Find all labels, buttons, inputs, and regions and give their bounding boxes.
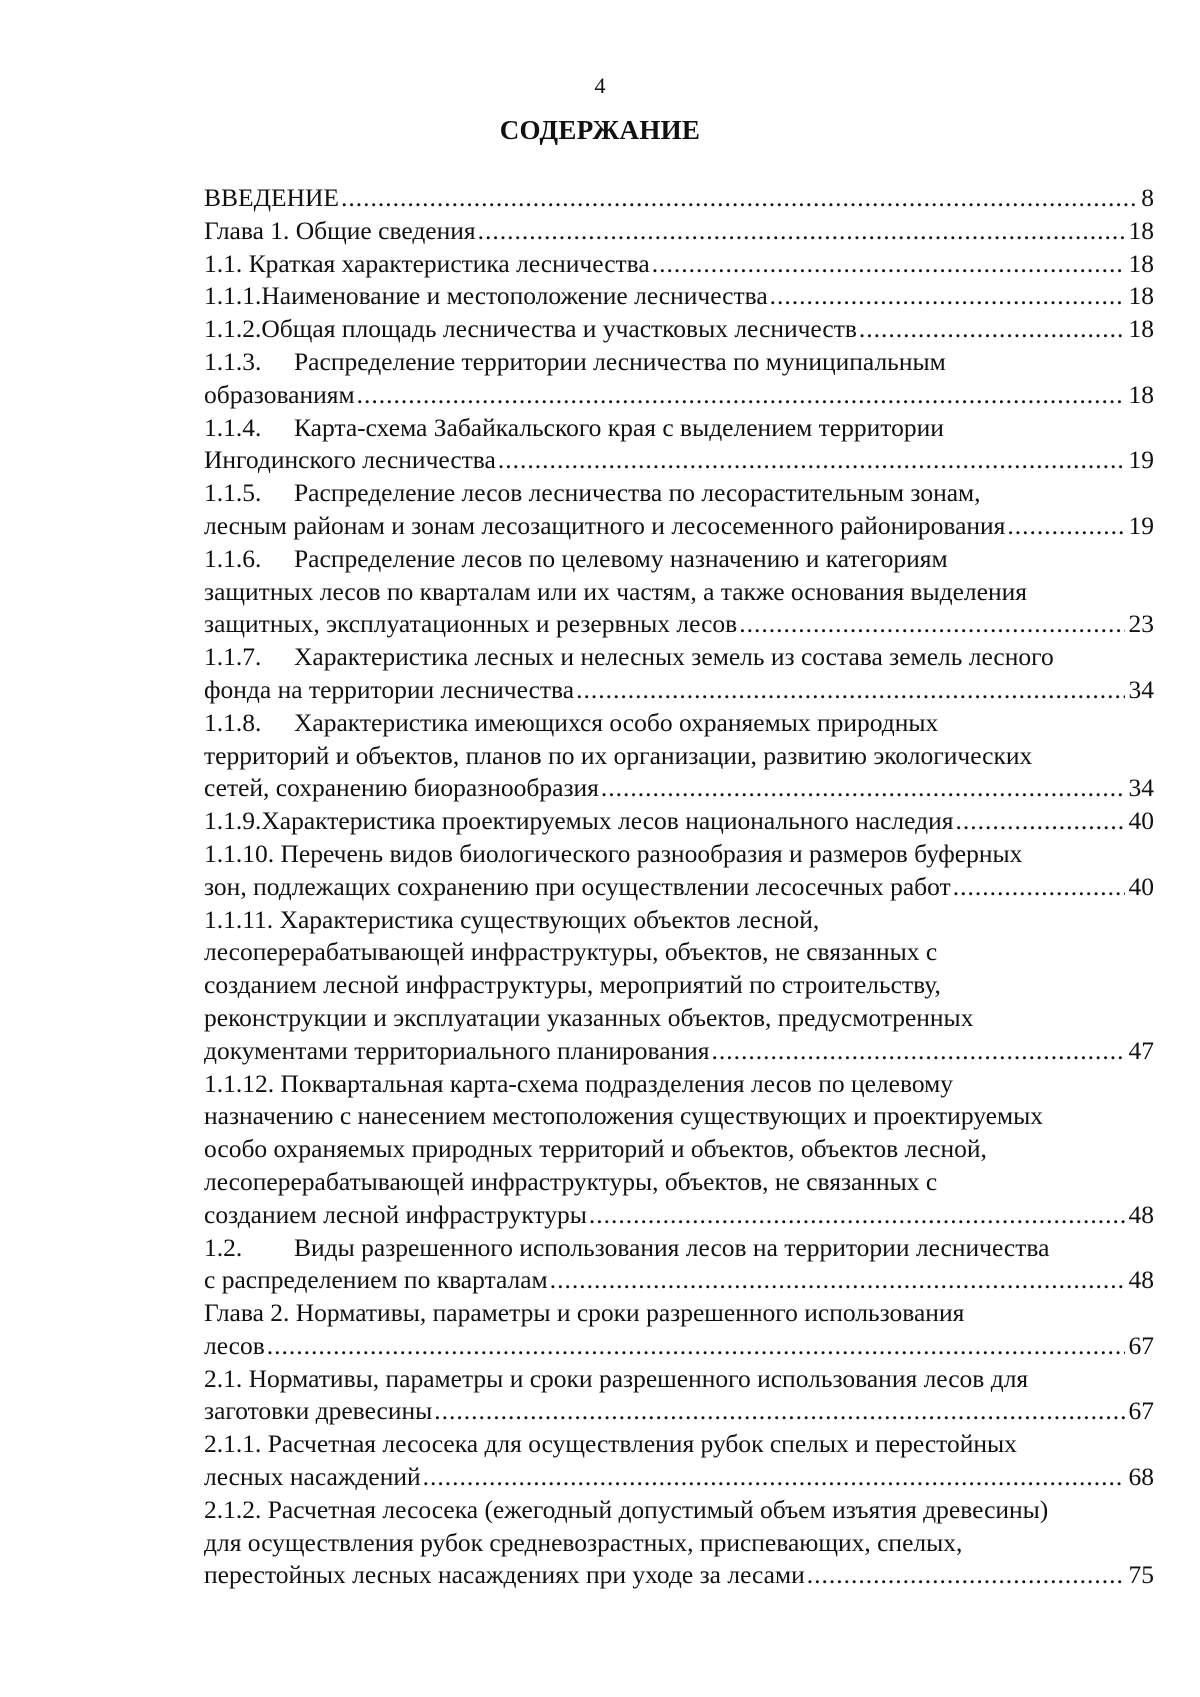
toc-entry-title: Карта-схема Забайкальского края с выделением территории (294, 412, 944, 442)
toc-dot-leader (601, 772, 1125, 805)
toc-entry-number: 1.1.6. (204, 543, 262, 573)
toc-entry[interactable] (204, 707, 1154, 805)
toc-dot-leader (807, 1559, 1125, 1592)
toc-entry-number: 1.1.1. (204, 281, 262, 311)
toc-entry-page: 18 (1128, 314, 1154, 344)
toc-entry-page: 48 (1128, 1265, 1154, 1295)
toc-entry-line (204, 1395, 1154, 1428)
toc-entry[interactable] (204, 904, 1154, 1068)
toc-entry[interactable] (204, 1494, 1154, 1592)
toc-dot-leader (652, 248, 1125, 281)
toc-entry-line (204, 1068, 1154, 1101)
toc-entry-line (204, 969, 1154, 1002)
toc-entry[interactable] (204, 280, 1154, 313)
toc-entry-title: заготовки древесины (204, 1396, 433, 1426)
toc-entry-line (204, 1428, 1154, 1461)
toc-entry-number: 1.1.8. (204, 707, 262, 737)
toc-entry-title: лесным районам и зонам лесозащитного и лесосеменного районирования (204, 510, 1006, 540)
toc-entry-line (204, 1559, 1154, 1592)
toc-entry-line (204, 346, 1154, 379)
toc-entry-number: 1.1. (204, 248, 243, 278)
toc-dot-leader (498, 444, 1125, 477)
toc-entry-line (204, 1166, 1154, 1199)
toc-entry-number: 1.1.12. (204, 1068, 275, 1098)
toc-entry-number: 1.1.10. (204, 838, 275, 868)
toc-entry-page: 40 (1128, 871, 1154, 901)
toc-dot-leader (341, 182, 1137, 215)
table-of-contents (204, 182, 1154, 1592)
toc-entry-line (204, 1330, 1154, 1363)
toc-entry-line (204, 1100, 1154, 1133)
toc-entry-title: Общие сведения (295, 215, 476, 245)
toc-dot-leader (434, 1395, 1124, 1428)
toc-entry-title: Нормативы, параметры и сроки разрешенного использования лесов для (248, 1363, 1029, 1393)
toc-entry-title: защитных лесов по кварталам или их частям, а также основания выделения (204, 576, 1027, 606)
toc-entry-title: перестойных лесных насаждениях при уходе за лесами (204, 1560, 805, 1590)
toc-entry-title: лесов (204, 1330, 265, 1360)
toc-dot-leader (478, 215, 1125, 248)
toc-entry-page: 34 (1128, 674, 1154, 704)
toc-entry-line (204, 641, 1154, 674)
toc-entry[interactable] (204, 248, 1154, 281)
toc-entry-title: Перечень видов биологического разнообразия и размеров буферных (280, 838, 1023, 868)
toc-entry[interactable] (204, 543, 1154, 641)
toc-entry-line (204, 1297, 1154, 1330)
toc-entry-line (204, 412, 1154, 445)
toc-entry-page: 75 (1128, 1560, 1154, 1590)
toc-entry-page: 34 (1128, 773, 1154, 803)
toc-entry-number: 1.1.2. (204, 314, 262, 344)
toc-entry-title: ВВЕДЕНИЕ (204, 183, 339, 212)
toc-entry[interactable] (204, 641, 1154, 707)
toc-entry-title: Характеристика существующих объектов лесной, (279, 904, 820, 934)
toc-entry-page: 47 (1128, 1035, 1154, 1065)
toc-entry[interactable] (204, 346, 1154, 412)
toc-dot-leader (955, 805, 1124, 838)
toc-entry[interactable] (204, 477, 1154, 543)
toc-entry-number: 2.1.1. (204, 1429, 262, 1459)
toc-dot-leader (712, 1035, 1125, 1068)
toc-entry-title: фонда на территории лесничества (204, 674, 575, 704)
toc-dot-leader (1007, 510, 1124, 543)
toc-entry-title: лесоперерабатывающей инфраструктуры, объектов, не связанных с (204, 1166, 938, 1196)
toc-entry-line (204, 1264, 1154, 1297)
toc-entry-page: 18 (1128, 281, 1154, 311)
toc-entry[interactable] (204, 412, 1154, 478)
toc-entry-page: 19 (1128, 510, 1154, 540)
toc-entry-line (204, 576, 1154, 609)
toc-entry-title: Нормативы, параметры и сроки разрешенного использования (295, 1298, 965, 1328)
toc-entry-line (204, 1527, 1154, 1560)
toc-entry-page: 18 (1128, 248, 1154, 278)
toc-entry[interactable] (204, 1297, 1154, 1363)
toc-entry-title: сетей, сохранению биоразнообразия (204, 773, 599, 803)
toc-dot-leader (770, 280, 1125, 313)
toc-entry-line (204, 444, 1154, 477)
toc-entry-line (204, 477, 1154, 510)
toc-dot-leader (357, 379, 1125, 412)
toc-entry-line (204, 608, 1154, 641)
toc-entry-title: Краткая характеристика лесничества (248, 248, 650, 278)
toc-entry-title: Наименование и местоположение лесничества (261, 281, 768, 311)
toc-entry-title: защитных, эксплуатационных и резервных лесов (204, 609, 738, 639)
toc-entry-title: Виды разрешенного использования лесов на территории лесничества (294, 1232, 1050, 1262)
toc-entry-line (204, 871, 1154, 904)
toc-entry-number: 1.1.11. (204, 904, 274, 934)
toc-entry-title: особо охраняемых природных территорий и объектов, объектов лесной, (204, 1134, 987, 1164)
toc-entry-line (204, 543, 1154, 576)
toc-entry-title: лесных насаждений (204, 1462, 421, 1492)
toc-entry-line (204, 1133, 1154, 1166)
toc-dot-leader (550, 1264, 1125, 1297)
toc-entry-line (204, 1035, 1154, 1068)
toc-entry-line (204, 215, 1154, 248)
toc-entry-title: созданием лесной инфраструктуры, мероприятий по строительству, (204, 970, 941, 1000)
toc-entry-title: Ингодинского лесничества (204, 445, 496, 475)
toc-entry-title: Распределение лесов лесничества по лесорастительным зонам, (294, 478, 981, 508)
toc-entry-title: Характеристика лесных и нелесных земель из состава земель лесного (294, 642, 1054, 672)
toc-entry-line (204, 674, 1154, 707)
toc-entry-title: Расчетная лесосека для осуществления рубок спелых и перестойных (267, 1429, 1017, 1459)
toc-entry-page: 18 (1128, 379, 1154, 409)
toc-entry-title: реконструкции и эксплуатации указанных объектов, предусмотренных (204, 1002, 974, 1032)
toc-entry-page: 18 (1128, 215, 1154, 245)
toc-dot-leader (423, 1461, 1125, 1494)
toc-entry-title: лесоперерабатывающей инфраструктуры, объектов, не связанных с (204, 937, 938, 967)
toc-entry-line (204, 1199, 1154, 1232)
toc-entry-line (204, 182, 1154, 215)
toc-entry-page: 67 (1128, 1330, 1154, 1360)
toc-entry-title: Распределение территории лесничества по муниципальным (294, 346, 946, 376)
toc-dot-leader (859, 313, 1125, 346)
toc-entry-line (204, 772, 1154, 805)
toc-entry-line (204, 805, 1154, 838)
toc-entry-title: Общая площадь лесничества и участковых лесничеств (261, 314, 857, 344)
toc-entry-title: Расчетная лесосека (ежегодный допустимый объем изъятия древесины) (267, 1494, 1049, 1524)
toc-entry-title: для осуществления рубок средневозрастных, приспевающих, спелых, (204, 1527, 963, 1557)
toc-entry-page: 8 (1141, 183, 1154, 212)
toc-entry[interactable] (204, 313, 1154, 346)
toc-entry-line (204, 936, 1154, 969)
toc-entry-number: 1.1.7. (204, 642, 262, 672)
toc-entry-line (204, 313, 1154, 346)
page-number: 4 (594, 73, 606, 98)
toc-entry-number: Глава 1. (204, 215, 290, 245)
toc-entry-title: созданием лесной инфраструктуры (204, 1199, 587, 1229)
toc-entry-line (204, 707, 1154, 740)
toc-entry-page: 19 (1128, 445, 1154, 475)
toc-entry-line (204, 280, 1154, 313)
toc-entry-page: 68 (1128, 1462, 1154, 1492)
toc-entry-title: с распределением по кварталам (204, 1265, 548, 1295)
toc-entry-line (204, 248, 1154, 281)
toc-entry[interactable] (204, 1363, 1154, 1429)
toc-dot-leader (739, 608, 1124, 641)
toc-entry-line (204, 838, 1154, 871)
toc-entry-title: территорий и объектов, планов по их организации, развитию экологических (204, 740, 1033, 770)
toc-entry-page: 23 (1128, 609, 1154, 639)
toc-entry-line (204, 1494, 1154, 1527)
page-title: СОДЕРЖАНИЕ (499, 115, 701, 145)
toc-entry-line (204, 1461, 1154, 1494)
toc-entry-number: 2.1. (204, 1363, 243, 1393)
toc-entry-number: Глава 2. (204, 1298, 290, 1328)
toc-entry-title: образованиям (204, 379, 355, 409)
toc-entry-title: Поквартальная карта-схема подразделения лесов по целевому (280, 1068, 953, 1098)
toc-entry-line (204, 510, 1154, 543)
toc-entry-line (204, 904, 1154, 937)
toc-entry-line (204, 1363, 1154, 1396)
toc-entry-title: зон, подлежащих сохранению при осуществлении лесосечных работ (204, 871, 951, 901)
toc-entry[interactable] (204, 215, 1154, 248)
toc-entry-line (204, 740, 1154, 773)
toc-entry-page: 48 (1128, 1199, 1154, 1229)
toc-dot-leader (589, 1199, 1125, 1232)
toc-entry-page: 40 (1128, 806, 1154, 836)
toc-entry-number: 2.1.2. (204, 1494, 262, 1524)
toc-entry-number: 1.1.3. (204, 346, 262, 376)
toc-entry-number: 1.2. (204, 1232, 243, 1262)
toc-entry[interactable] (204, 838, 1154, 904)
toc-entry[interactable] (204, 1068, 1154, 1232)
toc-entry[interactable] (204, 182, 1154, 215)
toc-entry-title: Распределение лесов по целевому назначению и категориям (294, 543, 948, 573)
toc-entry-line (204, 1002, 1154, 1035)
toc-entry-title: документами территориального планирования (204, 1035, 710, 1065)
toc-entry-number: 1.1.5. (204, 478, 262, 508)
toc-entry-line (204, 379, 1154, 412)
toc-entry-line (204, 1232, 1154, 1265)
toc-entry-page: 67 (1128, 1396, 1154, 1426)
toc-entry-number: 1.1.9. (204, 806, 262, 836)
toc-entry[interactable] (204, 1428, 1154, 1494)
toc-entry-title: Характеристика имеющихся особо охраняемых природных (294, 707, 939, 737)
toc-dot-leader (953, 871, 1125, 904)
toc-entry-title: назначению с нанесением местоположения существующих и проектируемых (204, 1101, 1043, 1131)
toc-entry[interactable] (204, 805, 1154, 838)
toc-entry[interactable] (204, 1232, 1154, 1298)
toc-dot-leader (576, 674, 1124, 707)
toc-dot-leader (267, 1330, 1125, 1363)
toc-entry-title: Характеристика проектируемых лесов национального наследия (261, 806, 954, 836)
toc-entry-number: 1.1.4. (204, 412, 262, 442)
